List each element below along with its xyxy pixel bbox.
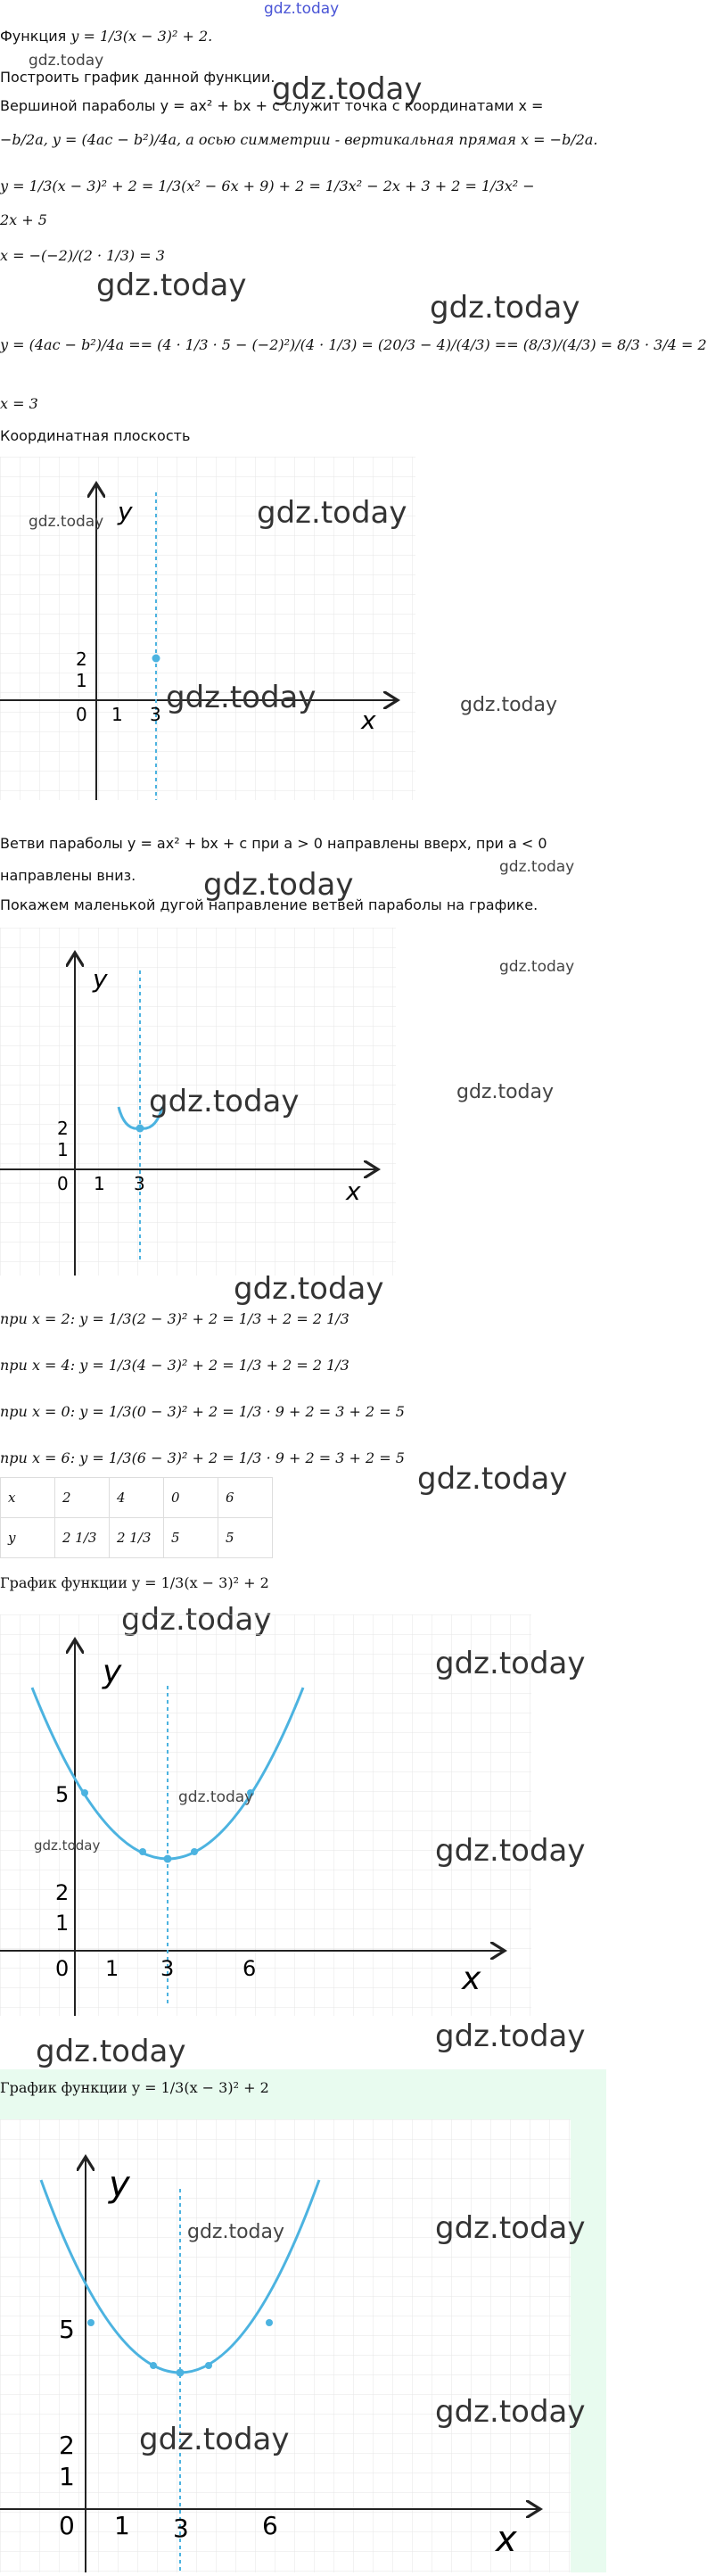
vertex-formula: −b/2a, y = (4ac − b²)/4a, а осью симметрии - вертикальная прямая x = −b/2a.	[0, 131, 598, 148]
branches-text-2: направлены вниз.	[0, 867, 136, 884]
table-row	[1, 1518, 273, 1558]
problem-statement	[0, 27, 212, 46]
vertex-point-2	[136, 1125, 144, 1133]
x-axis-label-4: x	[496, 2519, 517, 2560]
point-x4-b	[205, 2362, 212, 2369]
vertex-point-3	[164, 1855, 172, 1863]
table-cell: 6	[218, 1478, 273, 1518]
tick-y1-4: 1	[59, 2462, 75, 2491]
tick-y2-4: 2	[59, 2431, 75, 2460]
tick-y2-2: 2	[57, 1118, 69, 1139]
watermark: gdz.today	[29, 52, 104, 70]
function-formula: y = 1/3(x − 3)² + 2.	[70, 28, 213, 45]
y-axis-label-4: y	[109, 2164, 130, 2205]
point-x6-b	[266, 2319, 273, 2326]
y-axis-label-2: y	[93, 964, 108, 994]
tick-y5-4: 5	[59, 2315, 75, 2344]
tick-origin-4: 0	[59, 2511, 75, 2540]
tick-x6-3: 6	[243, 1956, 257, 1981]
values-table	[0, 1477, 273, 1558]
statement-prefix: Функция	[0, 28, 67, 45]
watermark: gdz.today	[36, 2034, 186, 2069]
watermark: gdz.today	[435, 1833, 586, 1869]
x-axis-label-3: x	[462, 1961, 481, 1997]
tick-origin-1: 0	[76, 704, 87, 725]
point-x4	[191, 1848, 198, 1855]
graph-title-1: График функции y = 1/3(x − 3)² + 2	[0, 1574, 269, 1591]
task-text: Построить график данной функции.	[0, 69, 275, 86]
table-cell: 2 1/3	[55, 1518, 110, 1558]
watermark: gdz.today	[257, 495, 407, 531]
plot-4-svg	[0, 2119, 571, 2572]
tick-x3-4: 3	[173, 2514, 189, 2543]
calc-line-4: при x = 6: y = 1/3(6 − 3)² + 2 = 1/3 · 9 + 2 = 3 + 2 = 5	[0, 1449, 405, 1466]
watermark: gdz.today	[435, 2019, 586, 2054]
vertex-text: Вершиной параболы y = ax² + bx + c служит точка с координатами x =	[0, 97, 544, 114]
expand-line-1: y = 1/3(x − 3)² + 2 = 1/3(x² − 6x + 9) + 2 = 1/3x² − 2x + 3 + 2 = 1/3x² −	[0, 178, 535, 194]
tick-x6-4: 6	[262, 2511, 278, 2540]
table-cell: x	[1, 1478, 55, 1518]
tick-y5-3: 5	[55, 1782, 70, 1807]
watermark: gdz.today	[456, 1081, 555, 1103]
table-cell: 4	[110, 1478, 164, 1518]
tick-y1-1: 1	[76, 670, 87, 691]
watermark: gdz.today	[499, 858, 575, 876]
tick-x3-1: 3	[150, 704, 161, 725]
x-equals: x = 3	[0, 395, 38, 412]
watermark: gdz.today	[435, 2210, 586, 2246]
tick-x1-1: 1	[111, 704, 123, 725]
vertex-point-1	[152, 655, 160, 663]
vertex-point-4	[177, 2369, 185, 2377]
calc-line-1: при x = 2: y = 1/3(2 − 3)² + 2 = 1/3 + 2 = 2 1/3	[0, 1310, 349, 1327]
watermark: gdz.today	[499, 958, 575, 976]
watermark: gdz.today	[430, 290, 580, 326]
branches-text-1: Ветви параболы y = ax² + bx + c при a > 0 направлены вверх, при a < 0	[0, 835, 547, 852]
x-axis-label-2: x	[346, 1177, 361, 1206]
tick-x1-3: 1	[105, 1956, 119, 1981]
y-axis-label-3: y	[103, 1654, 122, 1690]
point-x2	[139, 1848, 146, 1855]
tick-origin-2: 0	[57, 1173, 69, 1194]
table-cell: 5	[164, 1518, 218, 1558]
watermark: gdz.today	[187, 2221, 285, 2243]
point-x2-b	[150, 2362, 157, 2369]
watermark: gdz.today	[272, 71, 423, 107]
calc-line-3: при x = 0: y = 1/3(0 − 3)² + 2 = 1/3 · 9 + 2 = 3 + 2 = 5	[0, 1403, 405, 1420]
tick-y1-3: 1	[55, 1911, 70, 1936]
y-axis-label-1: y	[118, 497, 133, 526]
point-x0-b	[87, 2319, 95, 2326]
table-cell: 5	[218, 1518, 273, 1558]
tick-origin-3: 0	[55, 1956, 70, 1981]
watermark: gdz.today	[417, 1461, 568, 1497]
table-cell: 2 1/3	[110, 1518, 164, 1558]
section-plane-title: Координатная плоскость	[0, 427, 191, 444]
tick-y2-3: 2	[55, 1880, 70, 1905]
coordinate-plane-4	[0, 2119, 571, 2572]
table-cell: 2	[55, 1478, 110, 1518]
table-row	[1, 1478, 273, 1518]
watermark: gdz.today	[435, 1646, 586, 1681]
watermark: gdz.today	[203, 867, 354, 903]
calc-line-2: при x = 4: y = 1/3(4 − 3)² + 2 = 1/3 + 2 = 2 1/3	[0, 1357, 349, 1374]
point-x0	[81, 1789, 88, 1796]
watermark: gdz.today	[149, 1084, 300, 1119]
table-cell: 0	[164, 1478, 218, 1518]
watermark: gdz.today	[96, 268, 247, 303]
tick-x3-3: 3	[160, 1956, 175, 1981]
watermark: gdz.today	[460, 694, 558, 716]
tick-y2-1: 2	[76, 648, 87, 670]
tick-x1-4: 1	[114, 2511, 130, 2540]
tick-x1-2: 1	[94, 1173, 105, 1194]
watermark: gdz.today	[435, 2394, 586, 2430]
x-axis-label-1: x	[361, 706, 376, 735]
expand-line-2: 2x + 5	[0, 211, 47, 228]
y-vertex: y = (4ac − b²)/4a == (4 · 1/3 · 5 − (−2)²)/(4 · 1/3) = (20/3 − 4)/(4/3) == (8/3)/(4/3) = 8/3 · 3/4 = 2	[0, 336, 707, 353]
watermark: gdz.today	[234, 1271, 384, 1307]
tick-y1-2: 1	[57, 1139, 69, 1160]
table-cell: y	[1, 1518, 55, 1558]
tick-x3-2: 3	[134, 1173, 145, 1194]
site-link[interactable]: gdz.today	[264, 0, 340, 18]
graph-title-2: График функции y = 1/3(x − 3)² + 2	[0, 2079, 269, 2096]
branches-text-3: Покажем маленькой дугой направление ветвей параболы на графике.	[0, 896, 538, 913]
watermark: gdz.today	[29, 513, 104, 531]
watermark: gdz.today	[139, 2422, 290, 2457]
watermark: gdz.today	[166, 680, 317, 715]
watermark: gdz.today	[34, 1837, 101, 1854]
x-vertex: x = −(−2)/(2 · 1/3) = 3	[0, 247, 165, 264]
watermark: gdz.today	[178, 1788, 254, 1806]
